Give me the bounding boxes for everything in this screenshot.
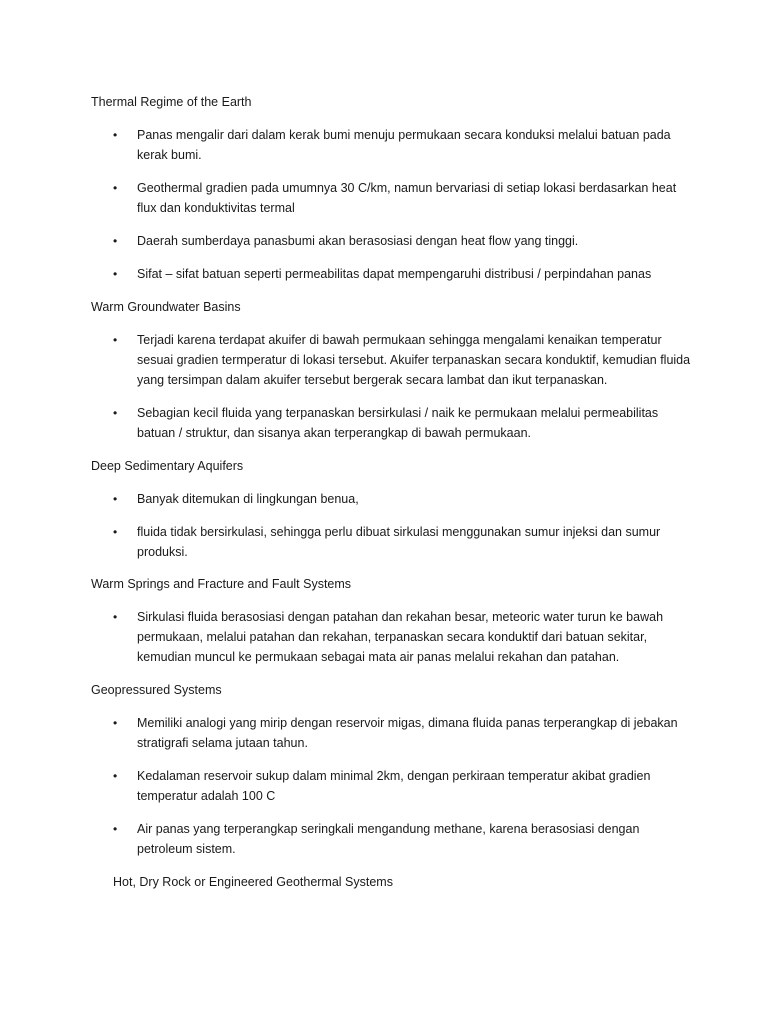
bullet-icon: • (113, 333, 118, 347)
bullet-icon: • (113, 610, 118, 624)
list-item-text: Sebagian kecil fluida yang terpanaskan bersirkulasi / naik ke permukaan melalui permeabilitas batuan / struktur, dan sisanya akan terperangkap di bawah permukaan. (137, 406, 659, 440)
list-item-text: Kedalaman reservoir sukup dalam minimal 2km, dengan perkiraan temperatur akibat gradien temperatur adalah 100 C (137, 769, 651, 803)
list-item-text: Banyak ditemukan di lingkungan benua, (137, 492, 359, 506)
list-item-text: Geothermal gradien pada umumnya 30 C/km, namun bervariasi di setiap lokasi berdasarkan heat flux dan konduktivitas termal (137, 181, 677, 215)
section-heading-deep-sedimentary: Deep Sedimentary Aquifers (91, 459, 244, 473)
list-item-text: Memiliki analogi yang mirip dengan reservoir migas, dimana fluida panas terperangkap di jebakan stratigrafi selama jutaan tahun. (137, 716, 678, 750)
list-item-text: Panas mengalir dari dalam kerak bumi menuju permukaan secara konduksi melalui batuan pada kerak bumi. (137, 128, 671, 162)
bullet-icon: • (113, 822, 118, 836)
list-item (113, 713, 693, 753)
bullet-icon: • (113, 716, 118, 730)
bullet-icon: • (113, 492, 118, 506)
bullet-icon: • (113, 267, 118, 281)
bullet-icon: • (113, 525, 118, 539)
section-heading-geopressured: Geopressured Systems (91, 683, 222, 697)
bullet-icon: • (113, 128, 118, 142)
list-item (113, 125, 693, 165)
section-heading-thermal-regime: Thermal Regime of the Earth (91, 95, 252, 109)
bullet-icon: • (113, 406, 118, 420)
list-item-text: Daerah sumberdaya panasbumi akan berasosiasi dengan heat flow yang tinggi. (137, 234, 579, 248)
list-item (113, 522, 693, 562)
bullet-icon: • (113, 769, 118, 783)
list-item-text: Terjadi karena terdapat akuifer di bawah permukaan sehingga mengalami kenaikan temperatur sesuai gradien termperatur di lokasi tersebut. Akuifer terpanaskan secara konduktif, kemudian fluida yang tersimpan dalam akuifer tersebut bergerak secara lambat dan ikut terpanaskan. (137, 333, 691, 387)
list-item (113, 178, 693, 218)
list-item (113, 330, 693, 390)
list-item (113, 231, 693, 251)
list-item-text: fluida tidak bersirkulasi, sehingga perlu dibuat sirkulasi menggunakan sumur injeksi dan sumur produksi. (137, 525, 661, 559)
list-item (113, 403, 693, 443)
list-item (113, 819, 693, 859)
list-item (113, 264, 693, 284)
list-item-text: Sirkulasi fluida berasosiasi dengan patahan dan rekahan besar, meteoric water turun ke bawah permukaan, melalui patahan dan rekahan, terpanaskan secara konduktif dari batuan sekitar, kemudian muncul ke permukaan sebagai mata air panas melalui rekahan dan patahan. (137, 610, 664, 664)
section-heading-hot-dry-rock: Hot, Dry Rock or Engineered Geothermal Systems (113, 875, 393, 889)
list-item (113, 607, 693, 667)
list-item-text: Sifat – sifat batuan seperti permeabilitas dapat mempengaruhi distribusi / perpindahan panas (137, 267, 652, 281)
section-heading-warm-springs: Warm Springs and Fracture and Fault Systems (91, 577, 352, 591)
list-item (113, 489, 693, 509)
bullet-icon: • (113, 181, 118, 195)
list-item (113, 766, 693, 806)
list-item-text: Air panas yang terperangkap seringkali mengandung methane, karena berasosiasi dengan petroleum sistem. (137, 822, 640, 856)
section-heading-warm-groundwater: Warm Groundwater Basins (91, 300, 241, 314)
bullet-icon: • (113, 234, 118, 248)
